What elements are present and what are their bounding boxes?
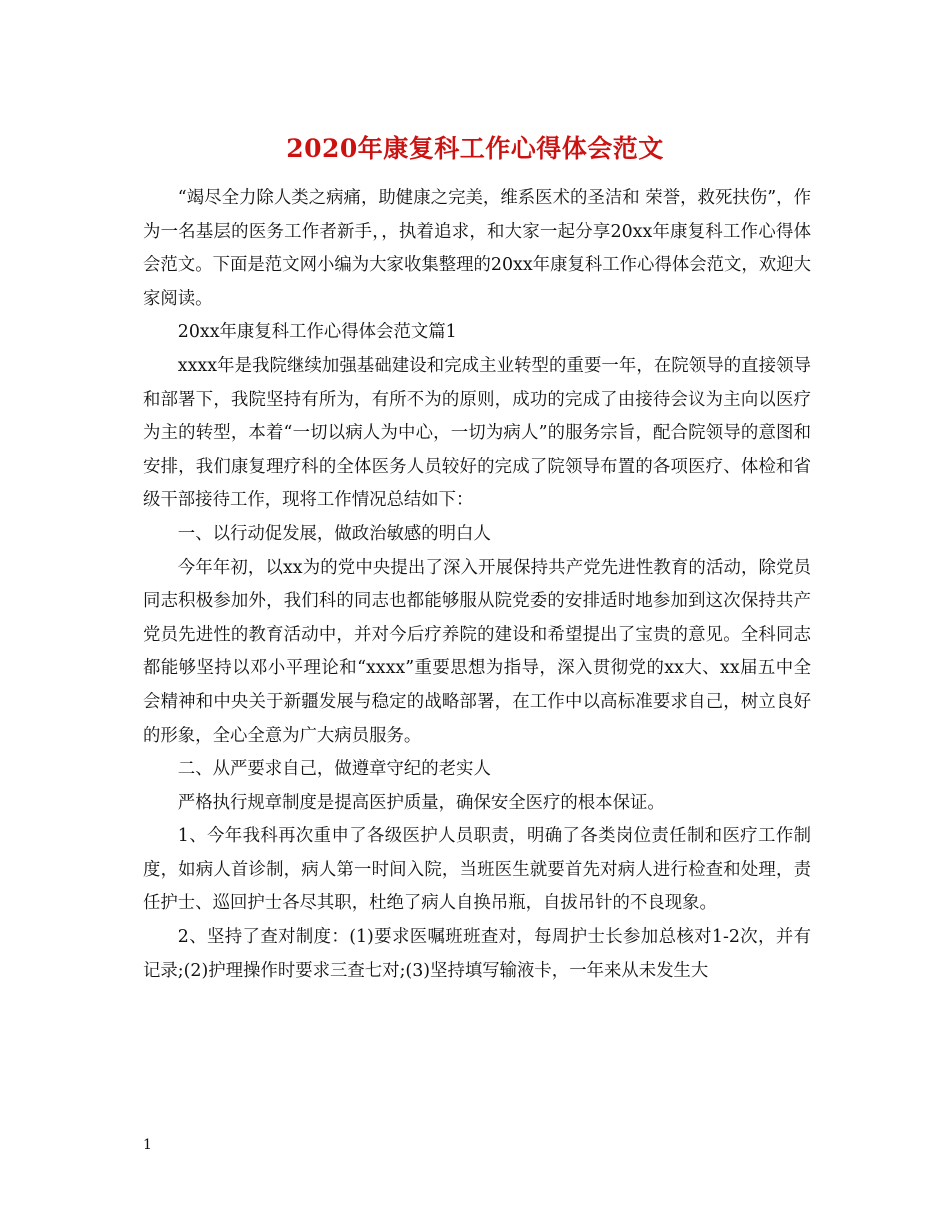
paragraph-rules: 严格执行规章制度是提高医护质量，确保安全医疗的根本保证。 <box>177 792 665 813</box>
paragraph-heading-2: 二、从严要求自己，做遵章守纪的老实人 <box>177 759 491 780</box>
document-body <box>143 182 811 988</box>
paragraph-political: 今年年初，以xx为的党中央提出了深入开展保持共产党先进性教育的活动，除党员同志积极参加外，我们科的同志也都能够服从院党委的安排适时地参加到这次保持共产党员先进性的教育活动中，并对今后疗养院的建设和希望提出了宝贵的意见。全科同志都能够坚持以邓小平理论和“xxxx”重要思想为指导，深入贯彻党的xx大、xx届五中全会精神和中央关于新疆发展与稳定的战略部署，在工作中以高标准要求自己，树立良好的形象，全心全意为广大病员服务。 <box>143 557 811 746</box>
paragraph-intro: “竭尽全力除人类之病痛，助健康之完美，维系医术的圣洁和 荣誉，救死扶伤”，作为一名基层的医务工作者新手，，执着追求，和大家一起分享20xx年康复科工作心得体会范文。下面是范文网小编为大家收集整理的20xx年康复科工作心得体会范文，欢迎大家阅读。 <box>143 188 811 309</box>
paragraph-heading-1: 一、以行动促发展，做政治敏感的明白人 <box>177 523 491 544</box>
paragraph-item-1: 1、今年我科再次重申了各级医护人员职责，明确了各类岗位责任制和医疗工作制度，如病人首诊制，病人第一时间入院，当班医生就要首先对病人进行检查和处理，责任护士、巡回护士各尽其职，杜绝了病人自换吊瓶，自拔吊针的不良现象。 <box>143 826 811 914</box>
paragraph-item-2: 2、坚持了查对制度：(1)要求医嘱班班查对，每周护士长参加总核对1-2次，并有记录;(2)护理操作时要求三查七对;(3)坚持填写输液卡，一年来从未发生大 <box>143 927 811 981</box>
page-number: 1 <box>143 1137 152 1153</box>
paragraph-summary: xxxx年是我院继续加强基础建设和完成主业转型的重要一年，在院领导的直接领导和部署下，我院坚持有所为，有所不为的原则，成功的完成了由接待会议为主向以医疗为主的转型，本着“一切以病人为中心，一切为病人”的服务宗旨，配合院领导的意图和安排，我们康复理疗科的全体医务人员较好的完成了院领导布置的各项医疗、体检和省级干部接待工作，现将工作情况总结如下： <box>143 355 811 511</box>
paragraph-section-title: 20xx年康复科工作心得体会范文篇1 <box>177 322 457 343</box>
document-title: 2020年康复科工作心得体会范文 <box>286 134 664 163</box>
